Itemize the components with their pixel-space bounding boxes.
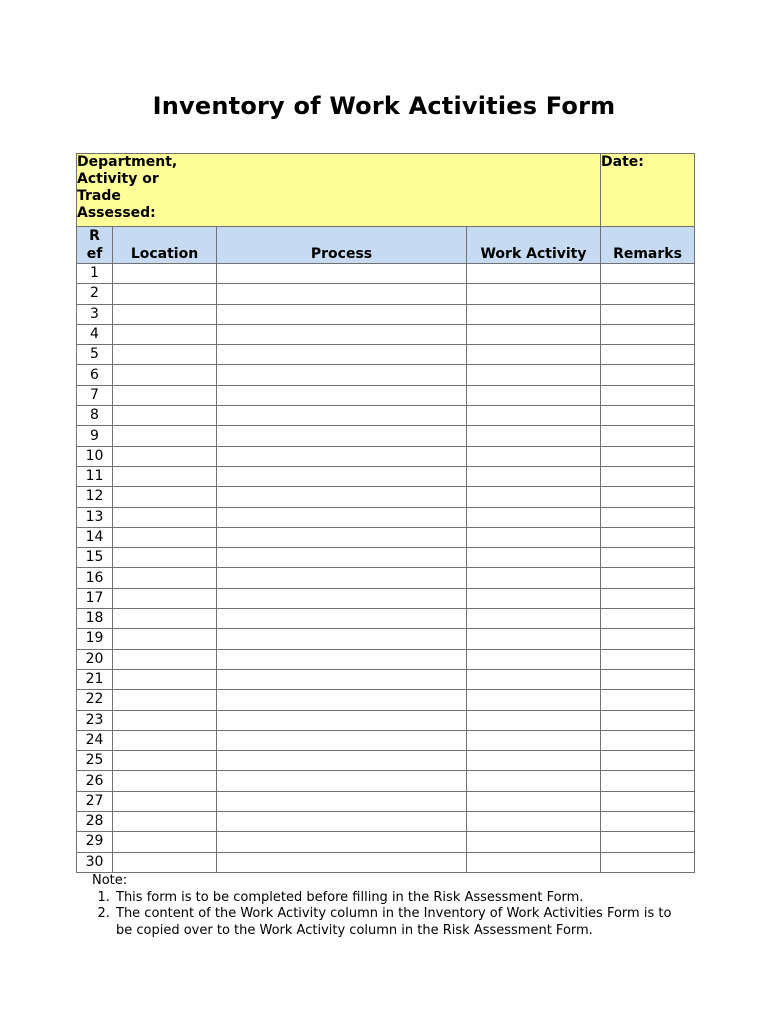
work-activity-cell[interactable]	[467, 568, 601, 588]
row-ref-number: 21	[77, 669, 113, 689]
process-cell[interactable]	[217, 649, 467, 669]
work-activity-cell[interactable]	[467, 629, 601, 649]
work-activity-cell[interactable]	[467, 791, 601, 811]
location-cell[interactable]	[113, 385, 217, 405]
work-activity-cell[interactable]	[467, 771, 601, 791]
remarks-cell[interactable]	[601, 751, 695, 771]
table-row	[77, 852, 695, 872]
location-cell[interactable]	[113, 690, 217, 710]
remarks-cell[interactable]	[601, 466, 695, 486]
table-row	[77, 385, 695, 405]
remarks-cell[interactable]	[601, 832, 695, 852]
column-header-work-activity: Work Activity	[467, 227, 601, 264]
row-ref-number: 16	[77, 568, 113, 588]
process-cell[interactable]	[217, 446, 467, 466]
note-item: 2. The content of the Work Activity column in the Inventory of Work Activities Form is to be copied over to the Work Activity column in the Risk Assessment Form.	[114, 906, 682, 939]
department-label-line: Department,	[77, 154, 178, 170]
note-heading: Note:	[92, 873, 128, 888]
location-cell[interactable]	[113, 304, 217, 324]
work-activity-cell[interactable]	[467, 324, 601, 344]
process-cell[interactable]	[217, 264, 467, 284]
process-cell[interactable]	[217, 406, 467, 426]
remarks-cell[interactable]	[601, 527, 695, 547]
location-cell[interactable]	[113, 324, 217, 344]
row-ref-number: 26	[77, 771, 113, 791]
process-cell[interactable]	[217, 548, 467, 568]
department-label-line: Trade	[77, 188, 121, 204]
remarks-cell[interactable]	[601, 264, 695, 284]
row-ref-number: 9	[77, 426, 113, 446]
process-cell[interactable]	[217, 588, 467, 608]
process-cell[interactable]	[217, 324, 467, 344]
row-ref-number: 2	[77, 284, 113, 304]
column-header-ref: R ef	[77, 227, 113, 264]
remarks-cell[interactable]	[601, 304, 695, 324]
work-activity-cell[interactable]	[467, 507, 601, 527]
table-body	[77, 264, 695, 873]
process-cell[interactable]	[217, 609, 467, 629]
remarks-cell[interactable]	[601, 507, 695, 527]
row-ref-number: 29	[77, 832, 113, 852]
row-ref-number: 1	[77, 264, 113, 284]
location-cell[interactable]	[113, 629, 217, 649]
work-activity-cell[interactable]	[467, 365, 601, 385]
location-cell[interactable]	[113, 426, 217, 446]
table-row	[77, 730, 695, 750]
location-cell[interactable]	[113, 487, 217, 507]
work-activity-cell[interactable]	[467, 751, 601, 771]
row-ref-number: 22	[77, 690, 113, 710]
location-cell[interactable]	[113, 730, 217, 750]
location-cell[interactable]	[113, 548, 217, 568]
location-cell[interactable]	[113, 812, 217, 832]
table-row	[77, 548, 695, 568]
column-header-remarks: Remarks	[601, 227, 695, 264]
remarks-cell[interactable]	[601, 669, 695, 689]
location-cell[interactable]	[113, 751, 217, 771]
location-cell[interactable]	[113, 669, 217, 689]
table-row	[77, 284, 695, 304]
row-ref-number: 18	[77, 609, 113, 629]
work-activity-cell[interactable]	[467, 548, 601, 568]
table-row	[77, 426, 695, 446]
column-header-process: Process	[217, 227, 467, 264]
row-ref-number: 23	[77, 710, 113, 730]
inventory-table	[76, 153, 695, 873]
process-cell[interactable]	[217, 852, 467, 872]
remarks-cell[interactable]	[601, 385, 695, 405]
remarks-cell[interactable]	[601, 609, 695, 629]
department-cell[interactable]	[77, 154, 601, 227]
department-label-line: Assessed:	[77, 205, 156, 221]
location-cell[interactable]	[113, 527, 217, 547]
work-activity-cell[interactable]	[467, 730, 601, 750]
row-ref-number: 7	[77, 385, 113, 405]
process-cell[interactable]	[217, 345, 467, 365]
remarks-cell[interactable]	[601, 446, 695, 466]
table-row	[77, 588, 695, 608]
work-activity-cell[interactable]	[467, 345, 601, 365]
remarks-cell[interactable]	[601, 406, 695, 426]
remarks-cell[interactable]	[601, 690, 695, 710]
remarks-cell[interactable]	[601, 365, 695, 385]
work-activity-cell[interactable]	[467, 588, 601, 608]
table-row	[77, 812, 695, 832]
department-row	[77, 154, 695, 227]
process-cell[interactable]	[217, 669, 467, 689]
row-ref-number: 14	[77, 527, 113, 547]
remarks-cell[interactable]	[601, 324, 695, 344]
process-cell[interactable]	[217, 629, 467, 649]
row-ref-number: 24	[77, 730, 113, 750]
table-row	[77, 568, 695, 588]
table-row	[77, 507, 695, 527]
table-row	[77, 710, 695, 730]
process-cell[interactable]	[217, 466, 467, 486]
table-row	[77, 629, 695, 649]
table-row	[77, 609, 695, 629]
location-cell[interactable]	[113, 568, 217, 588]
process-cell[interactable]	[217, 832, 467, 852]
location-cell[interactable]	[113, 264, 217, 284]
row-ref-number: 11	[77, 466, 113, 486]
process-cell[interactable]	[217, 284, 467, 304]
remarks-cell[interactable]	[601, 568, 695, 588]
location-cell[interactable]	[113, 649, 217, 669]
process-cell[interactable]	[217, 710, 467, 730]
remarks-cell[interactable]	[601, 812, 695, 832]
row-ref-number: 15	[77, 548, 113, 568]
location-cell[interactable]	[113, 466, 217, 486]
work-activity-cell[interactable]	[467, 690, 601, 710]
work-activity-cell[interactable]	[467, 527, 601, 547]
row-ref-number: 17	[77, 588, 113, 608]
note-item: 1. This form is to be completed before filling in the Risk Assessment Form.	[114, 890, 682, 907]
process-cell[interactable]	[217, 365, 467, 385]
work-activity-cell[interactable]	[467, 284, 601, 304]
location-cell[interactable]	[113, 852, 217, 872]
table-row	[77, 324, 695, 344]
row-ref-number: 13	[77, 507, 113, 527]
table-row	[77, 466, 695, 486]
table-row	[77, 832, 695, 852]
process-cell[interactable]	[217, 690, 467, 710]
process-cell[interactable]	[217, 426, 467, 446]
work-activity-cell[interactable]	[467, 304, 601, 324]
remarks-cell[interactable]	[601, 730, 695, 750]
process-cell[interactable]	[217, 730, 467, 750]
process-cell[interactable]	[217, 568, 467, 588]
table-row	[77, 345, 695, 365]
remarks-cell[interactable]	[601, 588, 695, 608]
remarks-cell[interactable]	[601, 710, 695, 730]
row-ref-number: 19	[77, 629, 113, 649]
row-ref-number: 6	[77, 365, 113, 385]
table-row	[77, 406, 695, 426]
location-cell[interactable]	[113, 345, 217, 365]
location-cell[interactable]	[113, 771, 217, 791]
row-ref-number: 20	[77, 649, 113, 669]
work-activity-cell[interactable]	[467, 264, 601, 284]
note-list	[92, 890, 682, 940]
work-activity-cell[interactable]	[467, 385, 601, 405]
work-activity-cell[interactable]	[467, 406, 601, 426]
row-ref-number: 3	[77, 304, 113, 324]
location-cell[interactable]	[113, 507, 217, 527]
row-ref-number: 27	[77, 791, 113, 811]
process-cell[interactable]	[217, 791, 467, 811]
table-row	[77, 264, 695, 284]
process-cell[interactable]	[217, 304, 467, 324]
row-ref-number: 12	[77, 487, 113, 507]
work-activity-cell[interactable]	[467, 669, 601, 689]
date-cell[interactable]	[601, 154, 695, 227]
location-cell[interactable]	[113, 284, 217, 304]
work-activity-cell[interactable]	[467, 426, 601, 446]
work-activity-cell[interactable]	[467, 609, 601, 629]
location-cell[interactable]	[113, 832, 217, 852]
location-cell[interactable]	[113, 406, 217, 426]
column-header-location: Location	[113, 227, 217, 264]
remarks-cell[interactable]	[601, 791, 695, 811]
process-cell[interactable]	[217, 527, 467, 547]
table-row	[77, 751, 695, 771]
table-row	[77, 649, 695, 669]
process-cell[interactable]	[217, 751, 467, 771]
remarks-cell[interactable]	[601, 852, 695, 872]
row-ref-number: 4	[77, 324, 113, 344]
location-cell[interactable]	[113, 609, 217, 629]
table-row	[77, 771, 695, 791]
page-title: Inventory of Work Activities Form	[152, 92, 616, 120]
remarks-cell[interactable]	[601, 426, 695, 446]
work-activity-cell[interactable]	[467, 446, 601, 466]
location-cell[interactable]	[113, 588, 217, 608]
remarks-cell[interactable]	[601, 629, 695, 649]
work-activity-cell[interactable]	[467, 487, 601, 507]
work-activity-cell[interactable]	[467, 852, 601, 872]
table-row	[77, 365, 695, 385]
column-header-row	[77, 227, 695, 264]
process-cell[interactable]	[217, 385, 467, 405]
location-cell[interactable]	[113, 791, 217, 811]
table-row	[77, 446, 695, 466]
process-cell[interactable]	[217, 812, 467, 832]
row-ref-number: 5	[77, 345, 113, 365]
note-section	[92, 873, 682, 939]
row-ref-number: 30	[77, 852, 113, 872]
location-cell[interactable]	[113, 446, 217, 466]
remarks-cell[interactable]	[601, 284, 695, 304]
work-activity-cell[interactable]	[467, 710, 601, 730]
table-row	[77, 527, 695, 547]
table-row	[77, 791, 695, 811]
table-row	[77, 690, 695, 710]
table-row	[77, 487, 695, 507]
process-cell[interactable]	[217, 487, 467, 507]
work-activity-cell[interactable]	[467, 832, 601, 852]
process-cell[interactable]	[217, 771, 467, 791]
work-activity-cell[interactable]	[467, 812, 601, 832]
row-ref-number: 8	[77, 406, 113, 426]
table-row	[77, 669, 695, 689]
row-ref-number: 25	[77, 751, 113, 771]
department-label-line: Activity or	[77, 171, 159, 187]
remarks-cell[interactable]	[601, 487, 695, 507]
work-activity-cell[interactable]	[467, 649, 601, 669]
remarks-cell[interactable]	[601, 345, 695, 365]
remarks-cell[interactable]	[601, 771, 695, 791]
location-cell[interactable]	[113, 365, 217, 385]
process-cell[interactable]	[217, 507, 467, 527]
remarks-cell[interactable]	[601, 649, 695, 669]
remarks-cell[interactable]	[601, 548, 695, 568]
row-ref-number: 28	[77, 812, 113, 832]
location-cell[interactable]	[113, 710, 217, 730]
date-label: Date:	[601, 154, 644, 170]
table-row	[77, 304, 695, 324]
work-activity-cell[interactable]	[467, 466, 601, 486]
row-ref-number: 10	[77, 446, 113, 466]
